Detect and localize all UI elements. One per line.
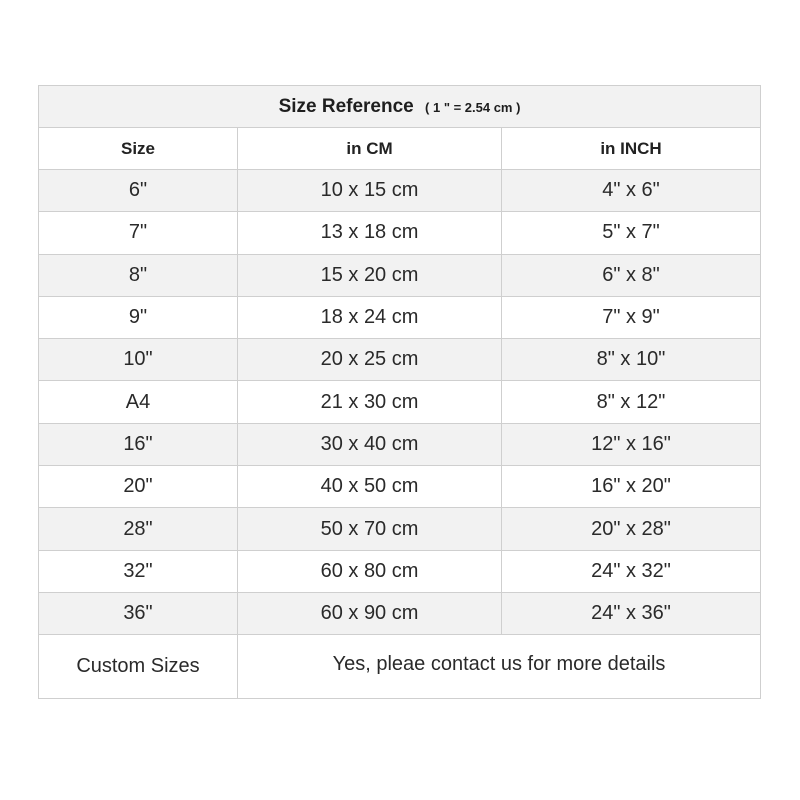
size-cell: 32" (39, 550, 238, 592)
table-row (39, 339, 761, 381)
column-header-cm: in CM (238, 128, 502, 170)
custom-sizes-text: Yes, pleae contact us for more details (238, 635, 761, 699)
table-row (39, 466, 761, 508)
inch-cell: 24" x 36" (502, 592, 761, 634)
inch-cell: 24" x 32" (502, 550, 761, 592)
size-reference-table-container (38, 85, 760, 699)
inch-cell: 7" x 9" (502, 296, 761, 338)
custom-sizes-row (39, 635, 761, 699)
table-row (39, 592, 761, 634)
inch-cell: 16" x 20" (502, 466, 761, 508)
size-cell: 10" (39, 339, 238, 381)
size-cell: A4 (39, 381, 238, 423)
inch-cell: 20" x 28" (502, 508, 761, 550)
table-body (39, 170, 761, 635)
cm-cell: 20 x 25 cm (238, 339, 502, 381)
cm-cell: 30 x 40 cm (238, 423, 502, 465)
cm-cell: 50 x 70 cm (238, 508, 502, 550)
size-cell: 16" (39, 423, 238, 465)
cm-cell: 10 x 15 cm (238, 170, 502, 212)
inch-cell: 12" x 16" (502, 423, 761, 465)
table-row (39, 550, 761, 592)
table-row (39, 508, 761, 550)
cm-cell: 13 x 18 cm (238, 212, 502, 254)
cm-cell: 60 x 90 cm (238, 592, 502, 634)
inch-cell: 6" x 8" (502, 254, 761, 296)
inch-cell: 8" x 10" (502, 339, 761, 381)
table-title-cell (39, 86, 761, 128)
table-title: Size Reference (278, 95, 414, 117)
column-header-size: Size (39, 128, 238, 170)
size-cell: 20" (39, 466, 238, 508)
inch-cell: 4" x 6" (502, 170, 761, 212)
size-cell: 6" (39, 170, 238, 212)
size-reference-table (38, 85, 761, 699)
cm-cell: 15 x 20 cm (238, 254, 502, 296)
cm-cell: 40 x 50 cm (238, 466, 502, 508)
cm-cell: 18 x 24 cm (238, 296, 502, 338)
size-cell: 9" (39, 296, 238, 338)
table-header-row (39, 128, 761, 170)
size-cell: 7" (39, 212, 238, 254)
cm-cell: 21 x 30 cm (238, 381, 502, 423)
table-row (39, 254, 761, 296)
table-title-row (39, 86, 761, 128)
inch-cell: 8" x 12" (502, 381, 761, 423)
inch-cell: 5" x 7" (502, 212, 761, 254)
table-row (39, 296, 761, 338)
column-header-inch: in INCH (502, 128, 761, 170)
table-row (39, 212, 761, 254)
table-row (39, 170, 761, 212)
table-title-note: ( 1 " = 2.54 cm ) (425, 99, 521, 115)
size-cell: 36" (39, 592, 238, 634)
table-row (39, 381, 761, 423)
table-row (39, 423, 761, 465)
custom-sizes-label: Custom Sizes (39, 635, 238, 699)
cm-cell: 60 x 80 cm (238, 550, 502, 592)
size-cell: 28" (39, 508, 238, 550)
size-cell: 8" (39, 254, 238, 296)
